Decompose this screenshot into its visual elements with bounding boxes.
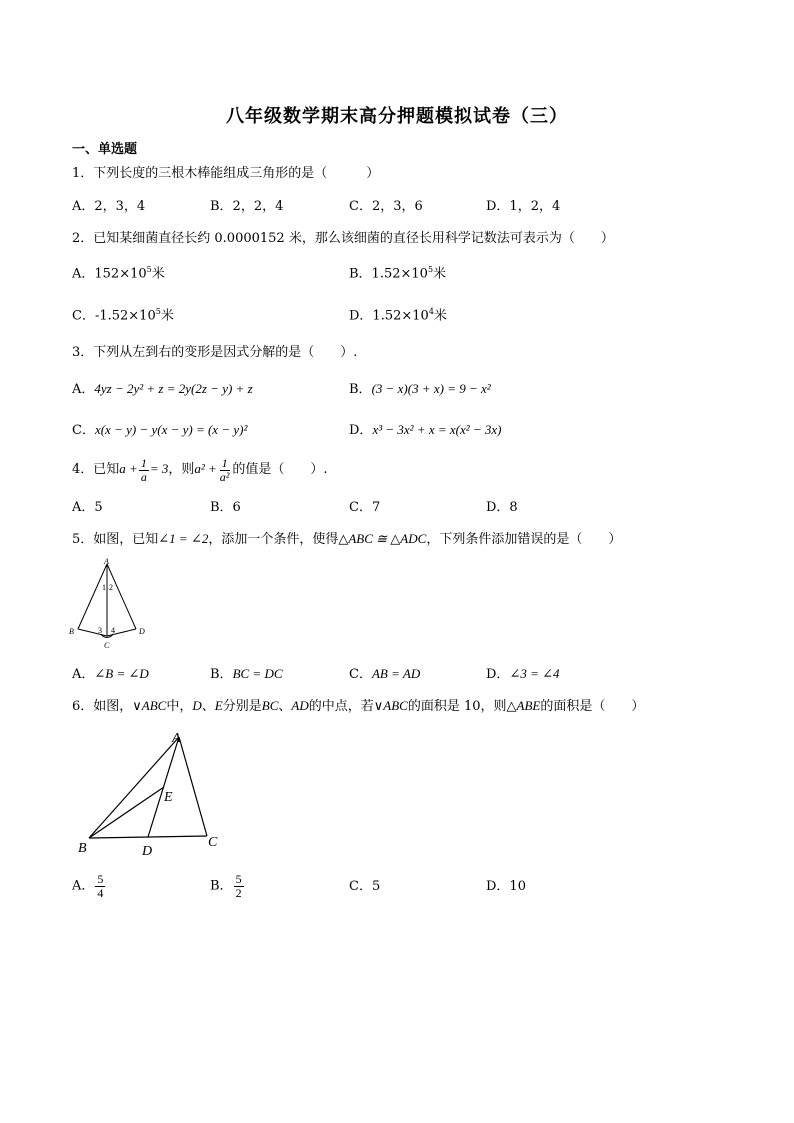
q2-option-a[interactable] [72, 266, 165, 280]
q5-option-a[interactable] [72, 667, 149, 681]
q5-option-c[interactable] [349, 667, 420, 681]
q5-b-expr: BC = DC [232, 666, 283, 681]
q5-label-a: A [104, 557, 109, 566]
q4-frac2-den: a² [219, 469, 230, 484]
q6-point-d: D [192, 698, 202, 713]
q6-label-a: A [172, 731, 181, 746]
q6-option-b[interactable] [210, 873, 245, 899]
q3-b-expr: (3 − x)(3 + x) = 9 − x² [371, 381, 491, 396]
q5-label-d: D [139, 627, 145, 636]
q3-option-c[interactable] [72, 423, 247, 437]
q5-label-angle1: 1 [102, 583, 106, 592]
question-6-stem [72, 699, 644, 713]
q6-s7: 的面积是（ ） [540, 699, 645, 714]
q6-b-num: 5 [235, 872, 242, 886]
q3-d-label: D． [349, 423, 373, 438]
q6-a-label: A． [72, 878, 95, 894]
q6-s3: 分别是 [222, 699, 262, 714]
q3-c-label: C． [72, 423, 95, 438]
q6-b-frac [234, 873, 244, 899]
question-3-stem: 3．下列从左到右的变形是因式分解的是（ ）. [72, 345, 358, 360]
q5-option-b[interactable] [210, 667, 283, 681]
page-title: 八年级数学期末高分押题模拟试卷（三） [226, 106, 568, 127]
q6-seg-ad: AD [291, 698, 309, 713]
q6-s5: 的中点，若 [308, 699, 374, 714]
q5-d-label: D． [486, 667, 510, 682]
q6-tri3: △ABE [506, 698, 541, 713]
q5-stem-mid: ，添加一个条件，使得 [208, 532, 339, 547]
q5-d-expr: ∠3 = ∠4 [509, 666, 560, 681]
q2-b-unit: 米 [433, 266, 447, 282]
q5-seg-ad [107, 564, 136, 629]
q5-stem-post: ，下列条件添加错误的是（ ） [426, 532, 622, 547]
q6-s1: 中， [166, 699, 193, 714]
q6-s2: 、 [201, 699, 215, 714]
q6-option-a[interactable] [72, 873, 106, 899]
q5-c-expr: AB = AD [371, 666, 421, 681]
q3-d-expr: x³ − 3x² + x = x(x² − 3x) [372, 422, 502, 437]
q2-d-base: D．1.52×10 [349, 308, 429, 324]
q4-frac1-num: 1 [140, 456, 147, 470]
q5-label-b: B [69, 627, 74, 636]
q6-seg-ac [179, 737, 207, 836]
q6-option-d[interactable]: D．10 [486, 879, 526, 894]
q4-expr1-post: = 3 [149, 461, 169, 477]
q4-expr1 [119, 456, 169, 484]
section-heading: 一、单选题 [72, 142, 138, 157]
q3-option-b[interactable] [349, 382, 491, 396]
q6-point-e: E [214, 698, 223, 713]
q6-s4: 、 [278, 699, 292, 714]
q5-label-c: C [104, 641, 110, 650]
q3-c-expr: x(x − y) − y(x − y) = (x − y)² [94, 422, 248, 437]
q2-b-base: B．1.52×10 [349, 266, 428, 282]
q5-a-label: A． [72, 667, 95, 682]
q2-option-d[interactable] [349, 308, 447, 322]
q6-stem-pre: 6．如图， [72, 699, 133, 714]
q4-stem-pre: 4．已知 [72, 462, 120, 478]
q6-option-c[interactable]: C．5 [349, 879, 381, 894]
q4-stem-mid: ，则 [168, 462, 195, 478]
q1-option-c[interactable]: C．2，3，6 [349, 199, 423, 214]
q4-expr1-pre: a + [119, 461, 138, 477]
q6-label-e: E [164, 790, 173, 805]
q6-a-den: 4 [97, 885, 104, 900]
q2-c-unit: 米 [160, 308, 174, 324]
q2-d-unit: 米 [433, 308, 447, 324]
q6-label-b: B [78, 841, 87, 856]
q4-option-d[interactable]: D．8 [486, 500, 518, 515]
q4-expr2 [194, 456, 232, 484]
q4-frac1 [139, 457, 149, 483]
q4-option-c[interactable]: C．7 [349, 500, 381, 515]
q2-a-exp: 5 [146, 265, 152, 274]
q6-label-c: C [208, 835, 218, 850]
q6-seg-bc: BC [261, 698, 279, 713]
q3-option-d[interactable] [349, 423, 502, 437]
q2-option-b[interactable] [349, 266, 446, 280]
q5-label-angle3: 3 [98, 626, 102, 635]
q5-label-angle2: 2 [109, 583, 113, 592]
q6-tri2: ∨ABC [373, 698, 408, 713]
q3-a-expr: 4yz − 2y² + z = 2y(2z − y) + z [94, 381, 253, 396]
q1-option-d[interactable]: D．1，2，4 [486, 199, 561, 214]
q6-label-d: D [142, 844, 153, 859]
q5-label-angle4: 4 [111, 626, 115, 635]
q4-frac2-num: 1 [221, 456, 228, 470]
question-5-stem [72, 532, 621, 546]
q4-frac2 [218, 457, 232, 483]
q6-b-label: B． [210, 878, 233, 894]
q2-option-c[interactable] [72, 308, 174, 322]
q5-stem-pre: 5．如图，已知 [72, 532, 159, 547]
q5-seg-ab [78, 564, 107, 629]
q4-option-a[interactable]: A．5 [72, 500, 103, 515]
q6-seg-ab [89, 737, 179, 838]
q6-seg-be [89, 787, 164, 838]
q2-d-exp: 4 [428, 307, 434, 316]
q6-s6: 的面积是 10，则 [407, 699, 507, 714]
question-2-stem: 2．已知某细菌直径长约 0.0000152 米，那么该细菌的直径长用科学记数法可表示为（ ） [72, 231, 614, 246]
q5-a-expr: ∠B = ∠D [94, 666, 149, 681]
q6-a-num: 5 [97, 872, 104, 886]
q6-b-den: 2 [235, 885, 242, 900]
q6-tri1: ∨ABC [132, 698, 167, 713]
q2-a-base: A．152×10 [72, 266, 147, 282]
q5-option-d[interactable] [486, 667, 560, 681]
q4-option-b[interactable]: B．6 [210, 500, 241, 515]
q5-cond2: △ABC ≅ △ADC [338, 531, 427, 546]
q3-a-label: A． [72, 382, 95, 397]
q5-figure [66, 556, 156, 656]
q1-option-a[interactable]: A．2，3，4 [72, 199, 146, 214]
q2-c-base: C．-1.52×10 [72, 308, 156, 324]
q4-stem-post: 的值是（ ）. [232, 462, 328, 478]
q1-option-b[interactable]: B．2，2，4 [210, 199, 284, 214]
q5-c-label: C． [349, 667, 372, 682]
q3-b-label: B． [349, 382, 372, 397]
q4-expr2-pre: a² + [194, 461, 217, 477]
question-1-stem: 1．下列长度的三根木棒能组成三角形的是（ ） [72, 166, 380, 181]
q5-seg-bc [78, 629, 107, 636]
q4-frac1-den: a [140, 469, 147, 484]
question-4-stem [72, 457, 328, 483]
q2-a-unit: 米 [151, 266, 165, 282]
q6-a-frac [95, 873, 105, 899]
q3-option-a[interactable] [72, 382, 253, 396]
q5-cond1: ∠1 = ∠2 [158, 531, 209, 546]
q6-figure [72, 724, 232, 860]
q2-c-exp: 5 [155, 307, 161, 316]
q5-b-label: B． [210, 667, 233, 682]
q2-b-exp: 5 [427, 265, 434, 274]
